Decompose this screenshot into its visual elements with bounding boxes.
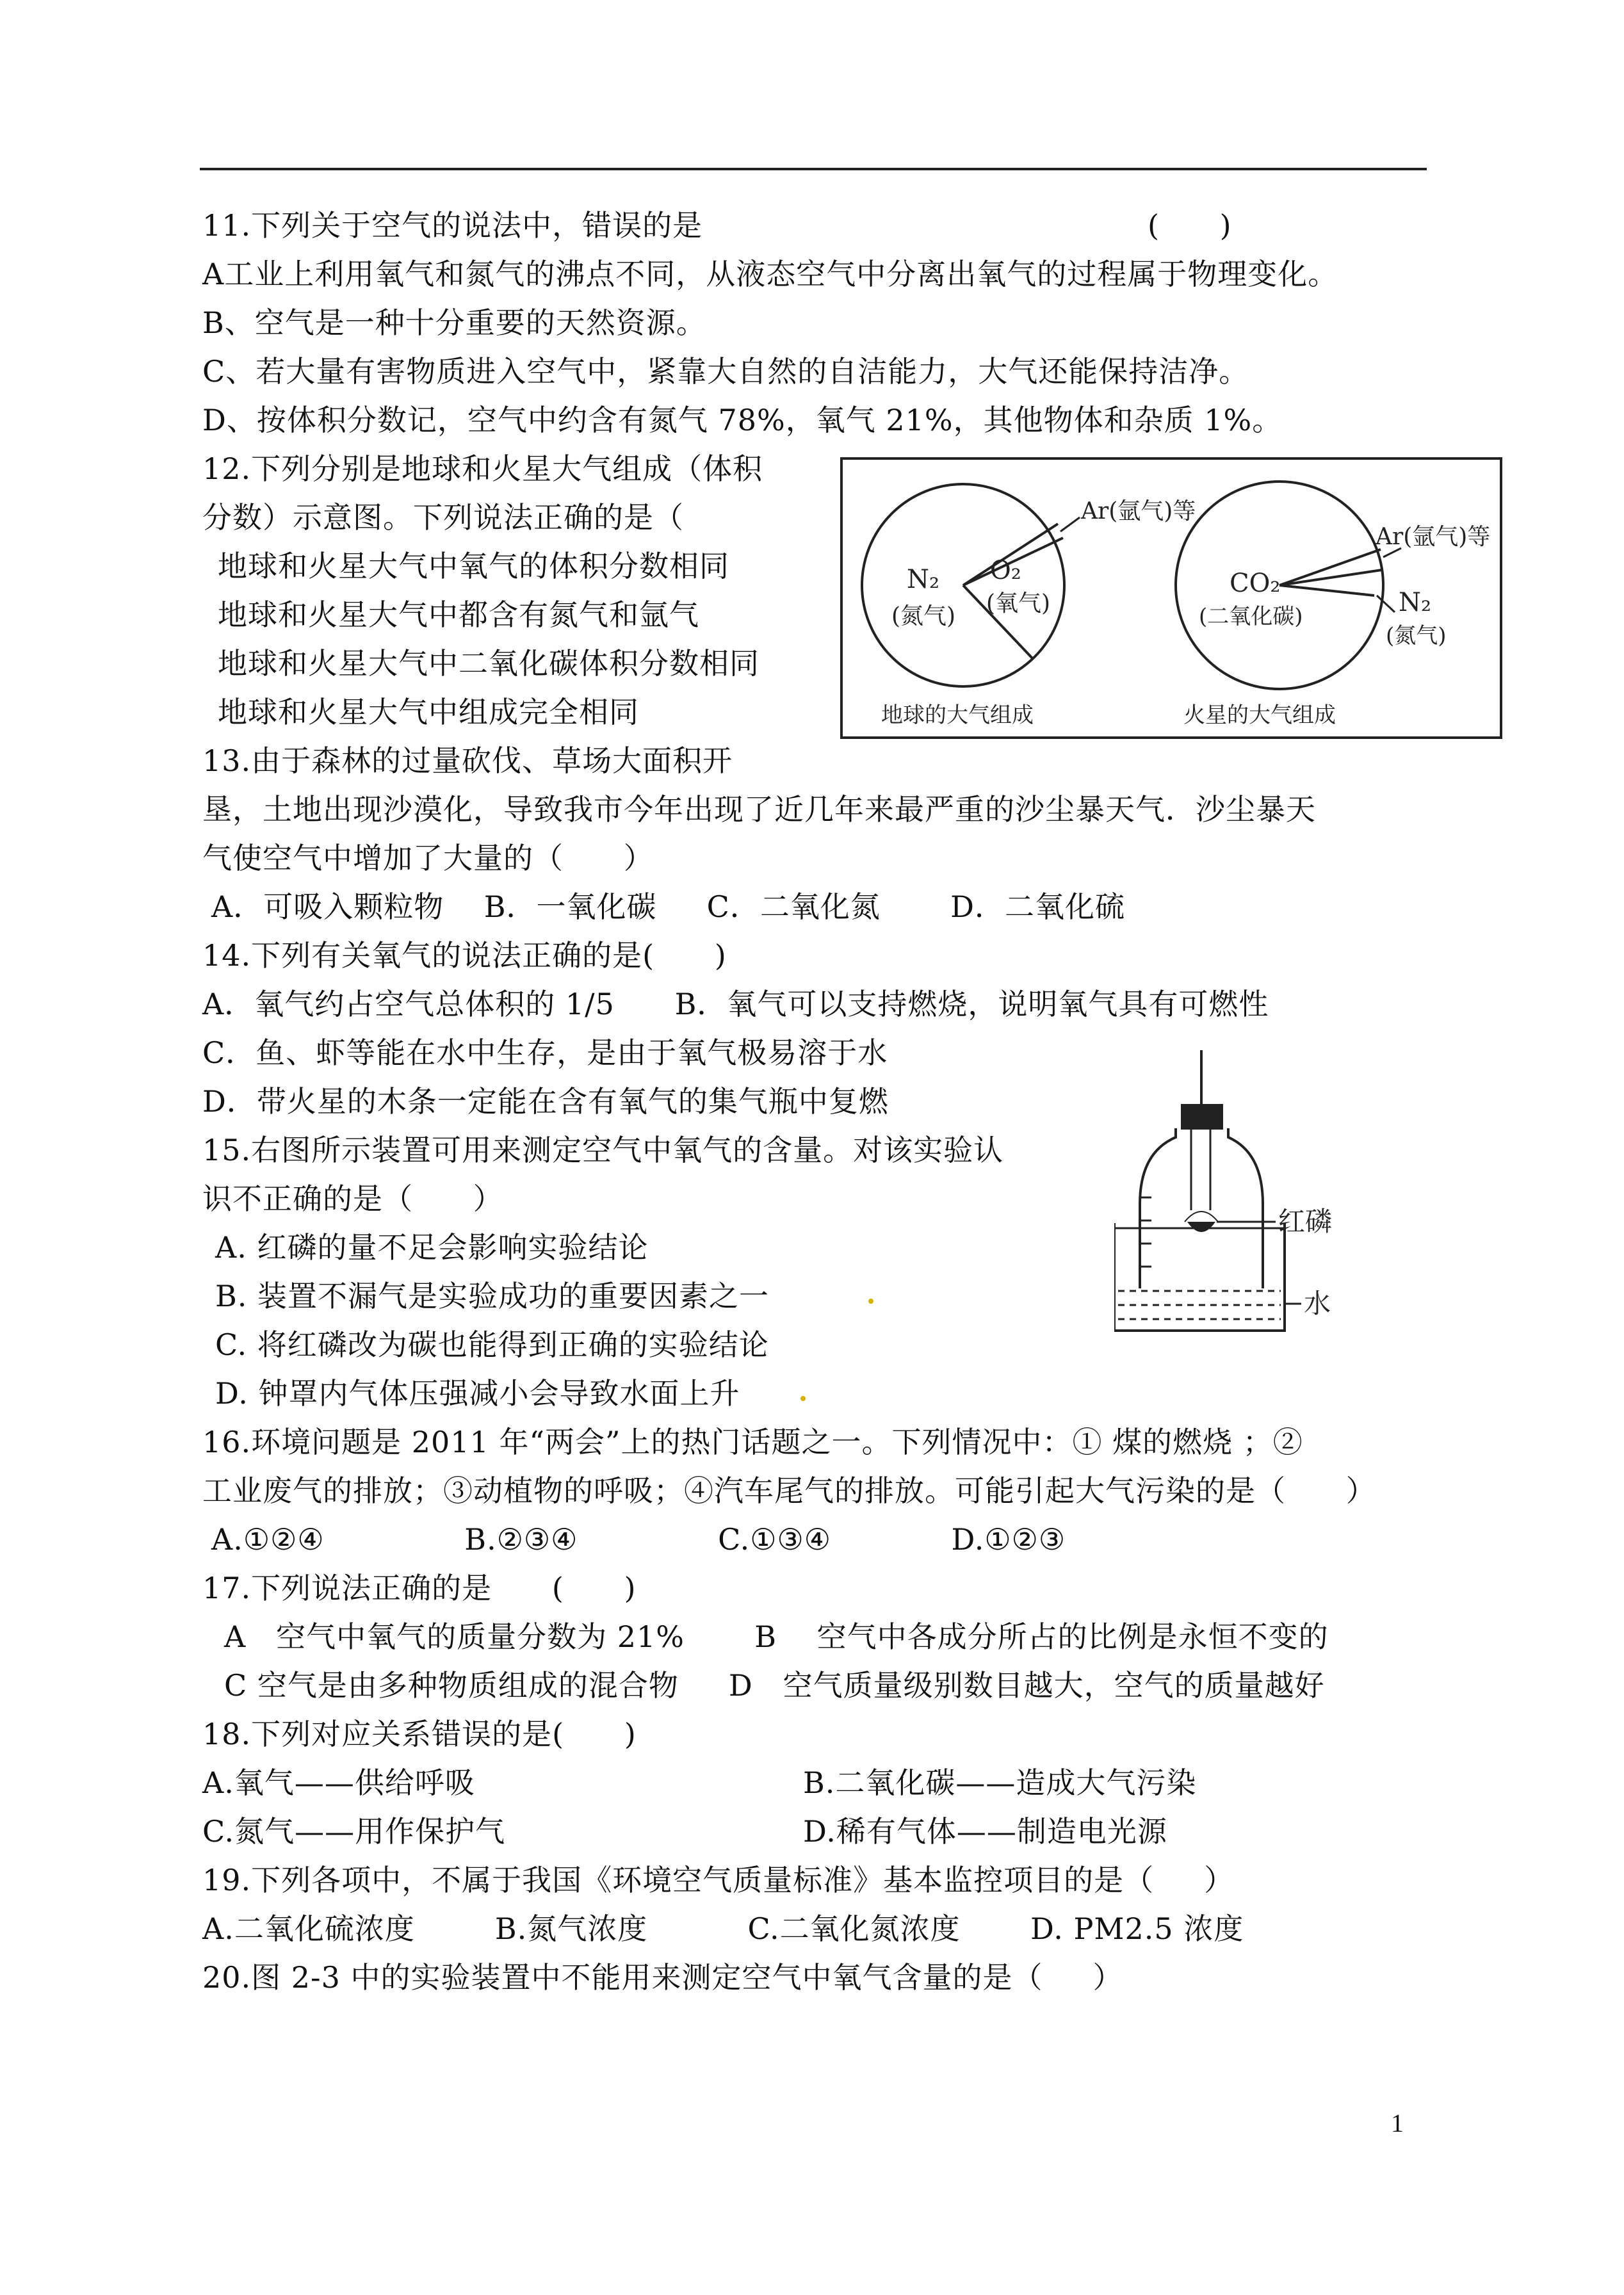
q16-line2: 工业废气的排放；③动植物的呼吸；④汽车尾气的排放。可能引起大气污染的是（ ） — [202, 1473, 1376, 1508]
atmosphere-diagram — [843, 460, 1500, 736]
page-number: 1 — [1391, 2109, 1404, 2137]
q14-option-c: C．鱼、虾等能在水中生存，是由于氧气极易溶于水 — [202, 1035, 888, 1070]
q15-option-c: C. 将红磷改为碳也能得到正确的实验结论 — [215, 1327, 769, 1362]
mars-co2-cn-label: (二氧化碳) — [1199, 604, 1303, 629]
q15-option-a: A. 红磷的量不足会影响实验结论 — [215, 1230, 649, 1265]
q13-line3: 气使空气中增加了大量的（ ） — [202, 841, 654, 875]
ink-speck — [868, 1299, 873, 1304]
q14-stem: 14.下列有关氧气的说法正确的是( ) — [202, 938, 727, 973]
q12-option-c: 地球和火星大气中二氧化碳体积分数相同 — [218, 646, 759, 681]
bell-jar-apparatus — [1114, 1050, 1383, 1358]
q11-option-a: A工业上利用氧气和氮气的沸点不同，从液态空气中分离出氧气的过程属于物理变化。 — [202, 257, 1338, 291]
q12-stem-line1: 12.下列分别是地球和火星大气组成（体积 — [202, 451, 763, 486]
q13-line1: 13.由于森林的过量砍伐、草场大面积开 — [202, 743, 733, 778]
q14-options-ab: A．氧气约占空气总体积的 1/5 B．氧气可以支持燃烧，说明氧气具有可燃性 — [202, 987, 1269, 1021]
atmosphere-figure — [840, 457, 1502, 739]
mars-n2-cn-label: (氮气) — [1386, 623, 1447, 649]
q19-options: A.二氧化硫浓度 B.氮气浓度 C.二氧化氮浓度 D. PM2.5 浓度 — [202, 1911, 1244, 1946]
q11-answer-paren: ( ) — [1148, 208, 1232, 243]
earth-n2-cn-label: (氮气) — [891, 603, 956, 629]
q17-stem: 17.下列说法正确的是 ( ) — [202, 1571, 637, 1605]
q18-option-c: C.氮气——用作保护气 — [202, 1814, 506, 1849]
q12-option-d: 地球和火星大气中组成完全相同 — [218, 695, 639, 729]
q16-line1: 16.环境问题是 2011 年“两会”上的热门话题之一。下列情况中：① 煤的燃烧 ；② — [202, 1425, 1303, 1459]
q15-stem-line2: 识不正确的是（ ） — [202, 1181, 503, 1216]
q11-stem: 11.下列关于空气的说法中，错误的是 — [202, 208, 703, 243]
q18-option-d: D.稀有气体——制造电光源 — [803, 1814, 1167, 1849]
q11-option-c: C、若大量有害物质进入空气中，紧靠大自然的自洁能力，大气还能保持洁净。 — [202, 354, 1249, 389]
mars-caption: 火星的大气组成 — [1183, 702, 1336, 728]
q15-option-b: B. 装置不漏气是实验成功的重要因素之一 — [215, 1279, 770, 1313]
header-rule — [200, 168, 1427, 170]
mars-ar-label: Ar(氩气)等 — [1376, 524, 1491, 550]
earth-o2-label: O₂ — [990, 556, 1021, 585]
mars-co2-label: CO₂ — [1230, 569, 1281, 598]
q20-stem: 20.图 2-3 中的实验装置中不能用来测定空气中氧气含量的是（ ） — [202, 1960, 1123, 1995]
q17-options-cd: C 空气是由多种物质组成的混合物 D 空气质量级别数目越大，空气的质量越好 — [224, 1668, 1325, 1703]
earth-caption: 地球的大气组成 — [881, 702, 1034, 728]
q12-option-a: 地球和火星大气中氧气的体积分数相同 — [218, 549, 729, 583]
q16-options: A.①②④ B.②③④ C.①③④ D.①②③ — [211, 1522, 1066, 1557]
q11-option-b: B、空气是一种十分重要的天然资源。 — [202, 305, 706, 340]
q15-option-d: D. 钟罩内气体压强减小会导致水面上升 — [215, 1376, 740, 1411]
phosphorus-spoon — [1187, 1222, 1215, 1232]
q13-line2: 垦，土地出现沙漠化，导致我市今年出现了近几年来最严重的沙尘暴天气．沙尘暴天 — [202, 792, 1316, 827]
q13-options: A．可吸入颗粒物 B．一氧化碳 C．二氧化氮 D．二氧化硫 — [211, 889, 1126, 924]
mars-n2-label: N₂ — [1399, 588, 1432, 617]
earth-ar-label: Ar(氩气)等 — [1081, 498, 1196, 524]
q17-options-ab: A 空气中氧气的质量分数为 21% B 空气中各成分所占的比例是永恒不变的 — [224, 1619, 1329, 1654]
q11-option-d: D、按体积分数记，空气中约含有氮气 78%，氧气 21%，其他物体和杂质 1%。 — [202, 403, 1283, 437]
q14-option-d: D．带火星的木条一定能在含有氧气的集气瓶中复燃 — [202, 1084, 889, 1119]
q19-stem: 19.下列各项中，不属于我国《环境空气质量标准》基本监控项目的是（ ） — [202, 1863, 1235, 1897]
stopper — [1181, 1104, 1223, 1130]
q15-stem-line1: 15.右图所示装置可用来测定空气中氧气的含量。对该实验认 — [202, 1133, 1004, 1167]
q12-stem-line2: 分数）示意图。下列说法正确的是（ — [202, 500, 684, 535]
earth-o2-cn-label: (氧气) — [986, 590, 1051, 617]
water-label: 水 — [1304, 1288, 1331, 1319]
q18-option-a: A.氧气——供给呼吸 — [202, 1765, 475, 1800]
q12-option-b: 地球和火星大气中都含有氮气和氩气 — [218, 597, 699, 632]
ink-speck — [800, 1396, 806, 1401]
earth-n2-label: N₂ — [907, 565, 940, 594]
phosphorus-label: 红磷 — [1278, 1206, 1333, 1237]
q18-option-b: B.二氧化碳——造成大气污染 — [803, 1765, 1197, 1800]
q18-stem: 18.下列对应关系错误的是( ) — [202, 1717, 637, 1751]
